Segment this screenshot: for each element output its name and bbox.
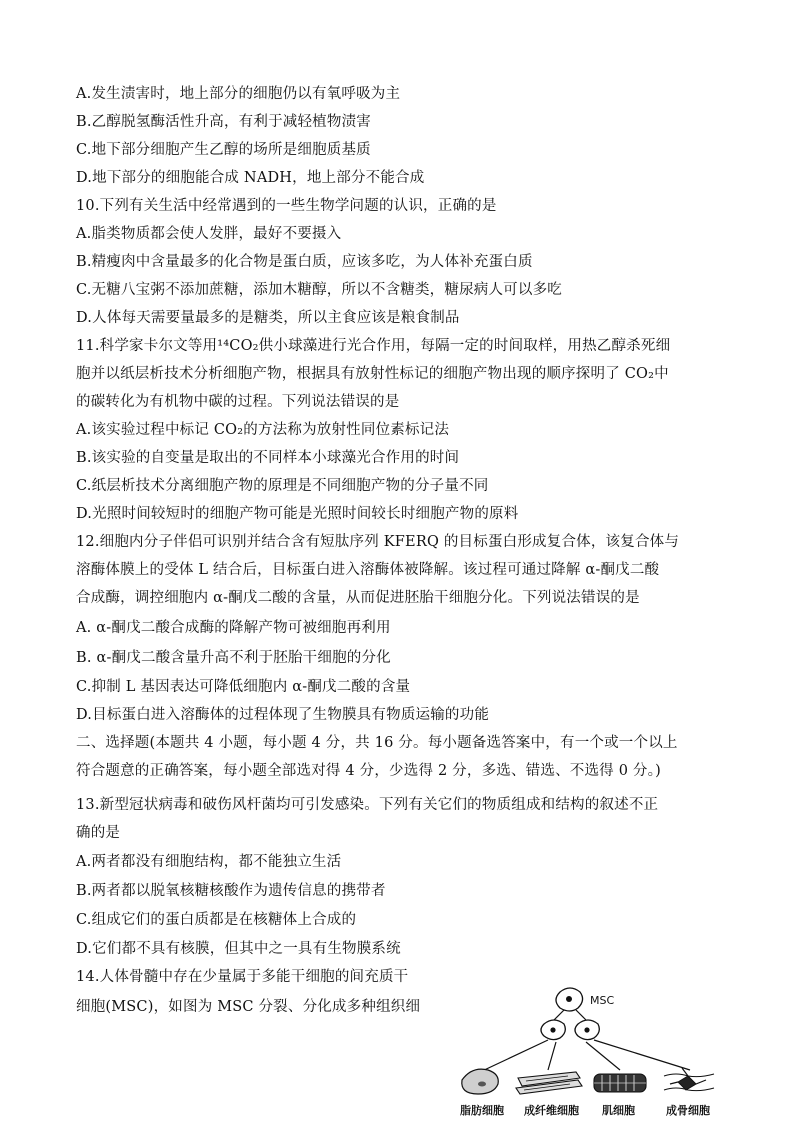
option-11c: C.纸层析技术分离细胞产物的原理是不同细胞产物的分子量不同: [76, 478, 489, 494]
option-12b: B. α-酮戊二酸含量升高不利于胚胎干细胞的分化: [76, 650, 391, 666]
muscle-cell-icon: [594, 1074, 646, 1092]
question-13-stem-line2: 确的是: [76, 825, 121, 841]
osteoblast-icon: [664, 1068, 714, 1091]
msc-cell-icon: [556, 988, 583, 1011]
option-10d: D.人体每天需要量最多的是糖类，所以主食应该是粮食制品: [76, 310, 460, 326]
option-13b: B.两者都以脱氧核糖核酸作为遗传信息的携带者: [76, 883, 386, 899]
question-12-stem-line1: 12.细胞内分子伴侣可识别并结合含有短肽序列 KFERQ 的目标蛋白形成复合体，该复合体与: [76, 534, 680, 550]
question-13-stem-line1: 13.新型冠状病毒和破伤风杆菌均可引发感染。下列有关它们的物质组成和结构的叙述不正: [76, 797, 659, 813]
daughter-cell-left-icon: [541, 1020, 565, 1040]
daughter-cell-right-icon: [575, 1020, 599, 1040]
option-11b: B.该实验的自变量是取出的不同样本小球藻光合作用的时间: [76, 450, 460, 466]
section-2-heading-line1: 二、选择题(本题共 4 小题，每小题 4 分，共 16 分。每小题备选答案中，有一个或一个以上: [76, 735, 678, 751]
option-12c: C.抑制 L 基因表达可降低细胞内 α-酮戊二酸的含量: [76, 679, 411, 695]
option-13c: C.组成它们的蛋白质都是在核糖体上合成的: [76, 912, 357, 928]
fat-cell-label: 脂肪细胞: [460, 1104, 504, 1117]
fat-cell-icon: [462, 1069, 498, 1094]
option-13a: A.两者都没有细胞结构，都不能独立生活: [76, 854, 342, 870]
question-11-stem-line2: 胞并以纸层析技术分析细胞产物，根据具有放射性标记的细胞产物出现的顺序探明了 CO₂中: [76, 366, 669, 382]
question-14-stem-line2: 细胞(MSC)，如图为 MSC 分裂、分化成多种组织细: [76, 999, 421, 1015]
section-2-heading-line2: 符合题意的正确答案，每小题全部选对得 4 分，少选得 2 分，多选、错选、不选得 0 分。): [76, 763, 661, 779]
question-12-stem-line2: 溶酶体膜上的受体 L 结合后，目标蛋白进入溶酶体被降解。该过程可通过降解 α-酮戊二酸: [76, 562, 660, 578]
option-12a: A. α-酮戊二酸合成酶的降解产物可被细胞再利用: [76, 620, 391, 636]
muscle-cell-label: 肌细胞: [602, 1104, 635, 1117]
option-12d: D.目标蛋白进入溶酶体的过程体现了生物膜具有物质运输的功能: [76, 707, 490, 723]
msc-differentiation-diagram: [452, 980, 782, 1120]
fibroblast-icon: [516, 1072, 582, 1094]
question-10-stem: 10.下列有关生活中经常遇到的一些生物学问题的认识，正确的是: [76, 198, 497, 214]
option-9a: A.发生渍害时，地上部分的细胞仍以有氧呼吸为主: [76, 86, 401, 102]
option-11a: A.该实验过程中标记 CO₂的方法称为放射性同位素标记法: [76, 422, 450, 438]
question-11-stem-line3: 的碳转化为有机物中碳的过程。下列说法错误的是: [76, 394, 400, 410]
option-11d: D.光照时间较短时的细胞产物可能是光照时间较长时细胞产物的原料: [76, 506, 519, 522]
option-13d: D.它们都不具有核膜，但其中之一具有生物膜系统: [76, 941, 401, 957]
option-9b: B.乙醇脱氢酶活性升高，有利于减轻植物渍害: [76, 114, 371, 130]
question-12-stem-line3: 合成酶，调控细胞内 α-酮戊二酸的含量，从而促进胚胎干细胞分化。下列说法错误的是: [76, 590, 640, 606]
option-10b: B.精瘦肉中含量最多的化合物是蛋白质，应该多吃，为人体补充蛋白质: [76, 254, 533, 270]
osteoblast-label: 成骨细胞: [666, 1104, 710, 1117]
question-14-stem-line1: 14.人体骨髓中存在少量属于多能干细胞的间充质干: [76, 969, 409, 985]
question-11-stem-line1: 11.科学家卡尔文等用¹⁴CO₂供小球藻进行光合作用，每隔一定的时间取样，用热乙醇杀死细: [76, 338, 671, 354]
option-10c: C.无糖八宝粥不添加蔗糖，添加木糖醇，所以不含糖类，糖尿病人可以多吃: [76, 282, 562, 298]
option-10a: A.脂类物质都会使人发胖，最好不要摄入: [76, 226, 342, 242]
option-9d: D.地下部分的细胞能合成 NADH，地上部分不能合成: [76, 170, 425, 186]
fibroblast-label: 成纤维细胞: [524, 1104, 579, 1117]
msc-label: MSC: [590, 994, 615, 1007]
option-9c: C.地下部分细胞产生乙醇的场所是细胞质基质: [76, 142, 371, 158]
